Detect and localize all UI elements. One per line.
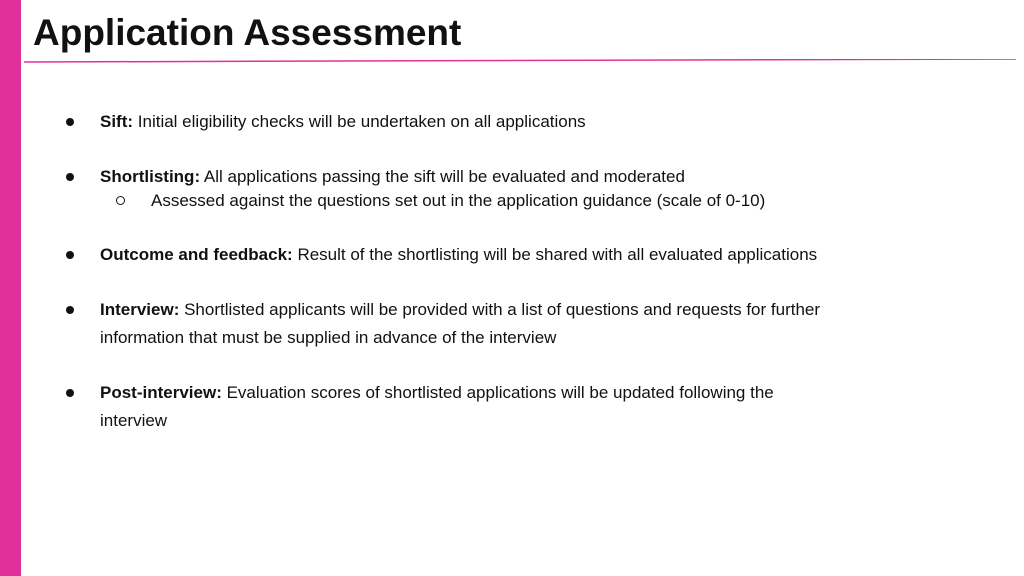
bullet-text: [100, 241, 880, 269]
bullet-body: Result of the shortlisting will be shared with all evaluated applications: [292, 245, 818, 264]
bullet-dot: [66, 173, 74, 181]
bullet-dot: [66, 251, 74, 259]
bullet-body: All applications passing the sift will be evaluated and moderated: [200, 167, 685, 186]
bullet-body: Initial eligibility checks will be undertaken on all applications: [133, 112, 586, 131]
sub-bullet-ring: [116, 196, 125, 205]
bullet-dot: [66, 118, 74, 126]
sub-bullet-text: Assessed against the questions set out in the application guidance (scale of 0-10): [151, 191, 766, 210]
title-divider: [24, 59, 1016, 63]
bullet-dot: [66, 306, 74, 314]
bullet-text: [100, 379, 830, 435]
bullet-label: Shortlisting:: [100, 167, 201, 186]
bullet-text: [100, 108, 880, 136]
accent-bar: [0, 0, 21, 576]
bullet-label: Post-interview:: [100, 383, 222, 402]
bullet-label: Interview:: [100, 300, 180, 319]
bullet-dot: [66, 389, 74, 397]
bullet-text: [100, 296, 830, 352]
bullet-body: Evaluation scores of shortlisted applications will be updated following the interview: [100, 383, 774, 430]
bullet-label: Outcome and feedback:: [100, 245, 293, 264]
bullet-body: Shortlisted applicants will be provided with a list of questions and requests for further information that must be supplied in advance of the interview: [100, 300, 821, 347]
slide-title: Application Assessment: [33, 12, 462, 53]
bullet-label: Sift:: [100, 112, 134, 131]
